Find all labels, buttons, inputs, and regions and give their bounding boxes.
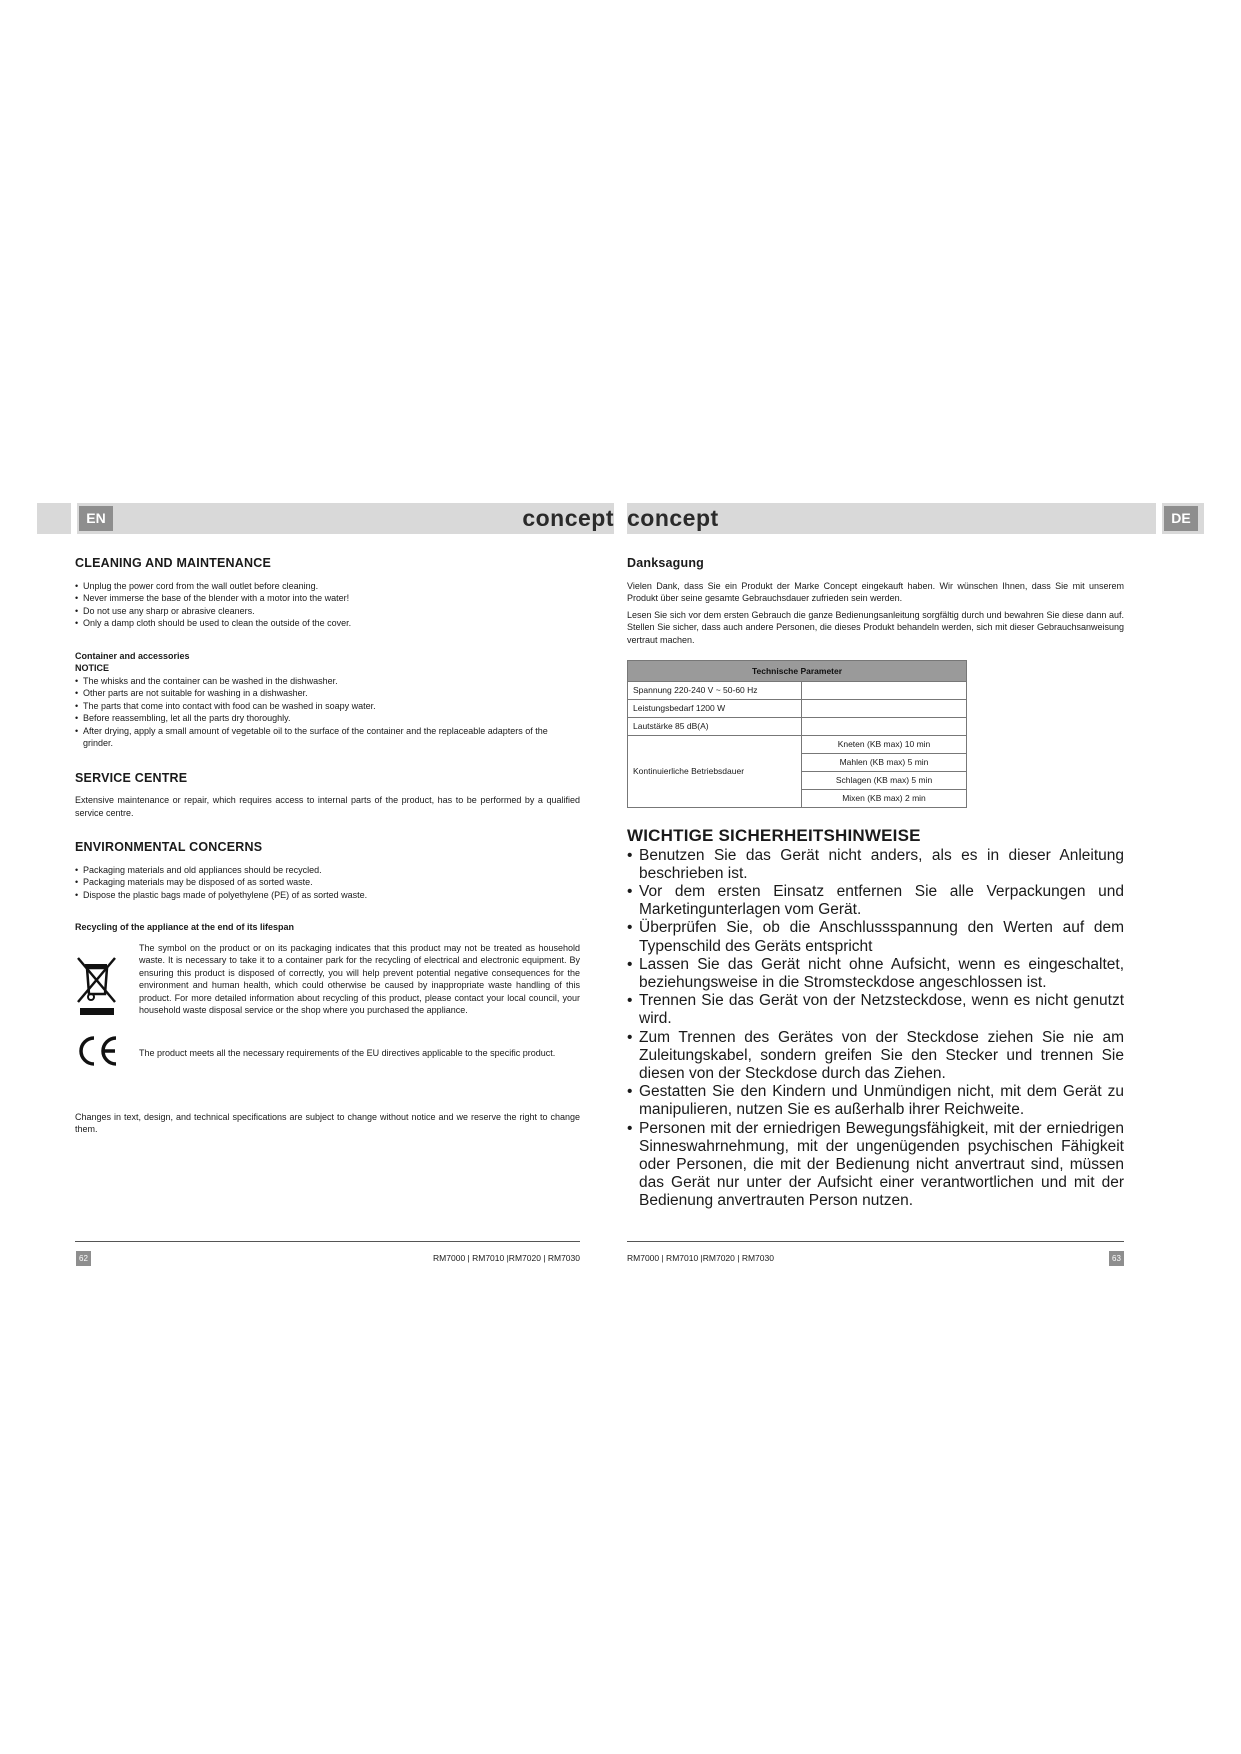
list-item: • Benutzen Sie das Gerät nicht anders, als es in dieser Anleitung beschrieben ist. [627,847,1124,883]
table-header: Technische Parameter [628,661,967,682]
notice-label: NOTICE [75,663,110,673]
section-title: Danksagung [627,556,705,570]
subsection-title: Recycling of the appliance at the end of its lifespan [75,922,295,932]
brand-logo: concept [627,505,719,531]
list-item: • Dispose the plastic bags made of polyethylene (PE) of as sorted waste. [75,889,580,902]
page-content [75,557,580,1136]
weee-crossed-bin-icon [75,942,139,1020]
model-numbers: RM7000 | RM7010 |RM7020 | RM7030 [627,1253,774,1263]
thanks-paragraph: Vielen Dank, dass Sie ein Produkt der Marke Concept eingekauft haben. Wir wünschen Ihnen, dass Sie mit unserem Produkt über seine gesamte Gebrauchsdauer zufrieden sein werden. [627,580,1124,603]
tech-params-table [627,660,967,808]
manual-spread [37,503,1204,1283]
ce-mark-icon [75,1035,139,1071]
list-item: • Before reassembling, let all the parts dry thoroughly. [75,712,580,725]
page-number: 63 [1109,1251,1124,1266]
brand-logo: concept [522,505,614,531]
list-item: • Packaging materials and old appliances should be recycled. [75,864,580,877]
table-row [628,718,967,736]
table-cell: Spannung 220-240 V ~ 50-60 Hz [628,682,802,700]
page-en [37,503,614,1283]
header-bar [37,503,614,534]
list-item: • Lassen Sie das Gerät nicht ohne Aufsicht, wenn es eingeschaltet, beziehungsweise in die Stromsteckdose angeschlossen ist. [627,956,1124,992]
table-cell: Schlagen (KB max) 5 min [802,772,967,790]
environment-list [75,864,580,902]
subsection-title: Container and accessories [75,650,190,661]
list-item: • Only a damp cloth should be used to clean the outside of the cover. [75,617,580,630]
service-text: Extensive maintenance or repair, which requires access to internal parts of the product, has to be performed by a qualified service centre. [75,795,580,818]
table-cell [802,682,967,700]
thanks-paragraph: Lesen Sie sich vor dem ersten Gebrauch die ganze Bedienungsanleitung sorgfältig durch und bewahren Sie diese dann auf. Stellen Sie sicher, dass auch andere Personen, die dieses Produkt behandeln werden, sich mit dieser Gebrauchsanweisung vertraut machen. [627,609,1124,645]
list-item: • Personen mit der erniedrigen Bewegungsfähigkeit, mit der erniedrigen Sinneswahrnehmung, mit der ungenügenden psychischen Fähigkeit oder Personen, die mit der Bedienung nicht anvertraut sind, müssen das Gerät nur unter der Aufsicht einer verantwortlichen und mit der Bedienung anvertrauten Person nutzen. [627,1120,1124,1211]
table-cell [802,700,967,718]
table-cell: Lautstärke 85 dB(A) [628,718,802,736]
table-row [628,736,967,754]
list-item: • The parts that come into contact with food can be washed in soapy water. [75,700,580,713]
model-numbers: RM7000 | RM7010 |RM7020 | RM7030 [433,1253,580,1263]
container-list [75,675,580,750]
table-row [628,700,967,718]
table-cell: Mixen (KB max) 2 min [802,790,967,808]
recycling-text: The symbol on the product or on its packaging indicates that this product may not be treated as household waste. It is necessary to take it to a container park for the recycling of electrical and electronic equipment. By ensuring this product is disposed of correctly, you will help prevent potential negative consequences for the environment and human health, which could otherwise be caused by inappropriate waste handling of this product. For more detailed information about recycling of this product, please contact your local council, your household waste disposal service or the shop where you purchased the appliance. [139,942,580,1015]
cleaning-list [75,580,580,630]
list-item: • The whisks and the container can be washed in the dishwasher. [75,675,580,688]
ce-text: The product meets all the necessary requirements of the EU directives applicable to the specific product. [139,1047,556,1058]
footer-rule [75,1241,580,1242]
section-title: SERVICE CENTRE [75,770,188,785]
language-badge: DE [1164,506,1198,531]
recycling-block [75,942,580,1020]
page-de [627,503,1204,1283]
safety-title: WICHTIGE SICHERHEITSHINWEISE [627,826,921,845]
list-item: • Vor dem ersten Einsatz entfernen Sie alle Verpackungen und Marketingunterlagen vom Gerät. [627,883,1124,919]
table-cell: Mahlen (KB max) 5 min [802,754,967,772]
page-number: 62 [76,1251,91,1266]
footer-rule [627,1241,1124,1242]
section-title: ENVIRONMENTAL CONCERNS [75,840,263,854]
list-item: • Zum Trennen des Gerätes von der Steckdose ziehen Sie nie am Zuleitungskabel, sondern greifen Sie den Stecker und trennen Sie diesen von der Steckdose durch das Ziehen. [627,1029,1124,1084]
safety-list [627,847,1124,1211]
list-item: • Never immerse the base of the blender with a motor into the water! [75,592,580,605]
header-bar [627,503,1204,534]
table-cell: Leistungsbedarf 1200 W [628,700,802,718]
page-content [627,557,1124,1211]
list-item: • Überprüfen Sie, ob die Anschlussspannung den Werten auf dem Typenschild des Geräts entspricht [627,919,1124,955]
table-cell: Kontinuierliche Betriebsdauer [628,736,802,808]
changes-text: Changes in text, design, and technical specifications are subject to change without notice and we reserve the right to change them. [75,1111,580,1134]
table-cell [802,718,967,736]
list-item: • Trennen Sie das Gerät von der Netzsteckdose, wenn es nicht genutzt wird. [627,992,1124,1028]
list-item: • Unplug the power cord from the wall outlet before cleaning. [75,580,580,593]
table-cell: Kneten (KB max) 10 min [802,736,967,754]
list-item: • Gestatten Sie den Kindern und Unmündigen nicht, mit dem Gerät zu manipulieren, nutzen Sie es außerhalb ihrer Reichweite. [627,1083,1124,1119]
section-title: CLEANING AND MAINTENANCE [75,556,271,570]
list-item: • Do not use any sharp or abrasive cleaners. [75,605,580,618]
ce-block [75,1035,580,1071]
header-separator [1156,503,1162,534]
list-item: • Other parts are not suitable for washing in a dishwasher. [75,687,580,700]
header-separator [71,503,77,534]
language-badge: EN [79,506,113,531]
list-item: • Packaging materials may be disposed of as sorted waste. [75,876,580,889]
table-row [628,682,967,700]
list-item: • After drying, apply a small amount of vegetable oil to the surface of the container and the replaceable adapters of the grinder. [75,725,580,750]
